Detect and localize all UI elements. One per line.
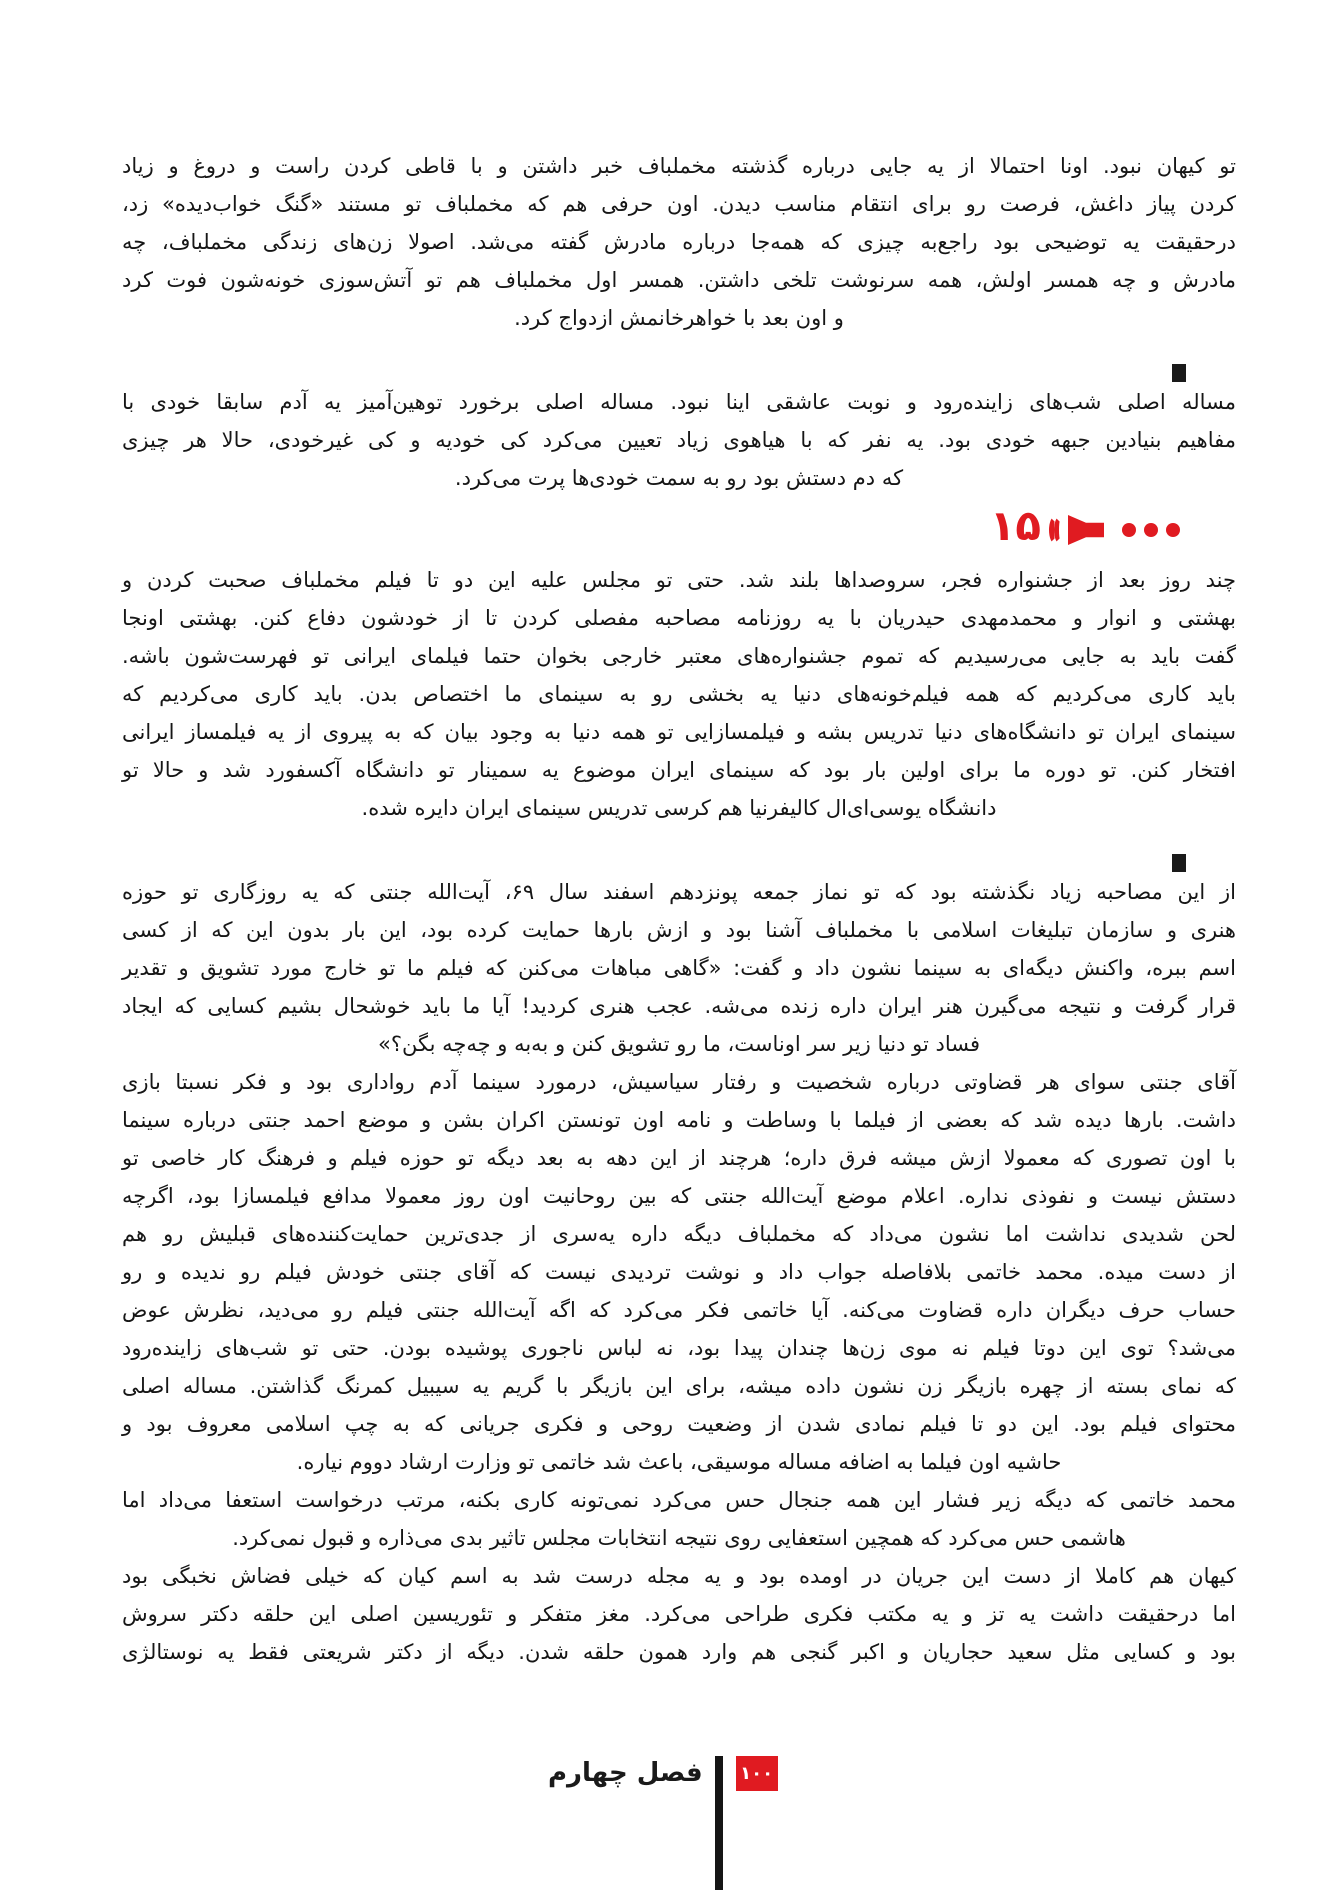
text-line: هنری و سازمان تبلیغات اسلامی با مخملباف آشنا بود و ازش بارها حمایت کرده بود، این بار بدون این که از کسی <box>122 918 1236 942</box>
paragraph-last-line: دانشگاه یوسی‌ای‌ال کالیفرنیا هم کرسی تدریس سینمای ایران دایره شده. <box>361 796 997 820</box>
text-line: گفت باید به جایی می‌رسیدیم که تموم جشنواره‌های معتبر خارجی بخوان حتما فیلمای ایرانی تو فهرست‌شون باشه. <box>122 644 1236 668</box>
paragraph-last-line: و اون بعد با خواهرخانمش ازدواج کرد. <box>514 306 844 330</box>
text-line: بود و کسایی مثل سعید حجاریان و اکبر گنجی هم وارد همون حلقه شدن. دیگه از دکتر شریعتی فقط یه نوستالژی <box>122 1640 1236 1664</box>
text-line: دستش نیست و نفوذی نداره. اعلام موضع آیت‌الله جنتی که بین روحانیت اون روز معمولا مدافع فیلمسازا بود، اگرچه <box>122 1184 1236 1208</box>
text-line: داشت. بارها دیده شد که بعضی از فیلما با وساطت و نامه اون تونستن اکران بشن و موضع احمد جنتی درباره سینما <box>122 1108 1236 1132</box>
text-line: از دست میده. محمد خاتمی بلافاصله جواب داد و نوشت تردیدی نیست که آقای جنتی خودش فیلم رو ندیده و رو <box>122 1260 1236 1284</box>
paragraph-last-line: فساد تو دنیا زیر سر اوناست، ما رو تشویق کنن و به‌به و چه‌چه بگن؟» <box>378 1032 980 1056</box>
text-line: محمد خاتمی که دیگه زیر فشار این همه جنجال حس می‌کرد نمی‌تونه کاری بکنه، مرتب درخواست استعفا می‌داد اما <box>122 1488 1236 1512</box>
text-line: چند روز بعد از جشنواره فجر، سروصداها بلند شد. حتی تو مجلس علیه این دو تا فیلم مخملباف صحبت کردن و <box>122 568 1236 592</box>
text-line: تو کیهان نبود. اونا احتمالا از یه جایی درباره گذشته مخملباف خبر داشتن و با قاطی کردن راست و دروغ و زیاد <box>122 154 1236 178</box>
ellipsis-dots-icon <box>1114 523 1180 537</box>
text-line: باید کاری می‌کردیم که همه فیلم‌خونه‌های دنیا یه بخشی رو به سینمای ما اختصاص بدن. باید کاری می‌کردیم که <box>122 682 1236 706</box>
text-line: محتوای فیلم بود. این دو تا فیلم نمادی شدن از وضعیت روحی و فکری جریانی که به چپ اسلامی معروف بود و <box>122 1412 1236 1436</box>
square-bullet-icon <box>1172 854 1186 872</box>
text-line: مساله اصلی شب‌های زاینده‌رود و نوبت عاشقی اینا نبود. مساله اصلی برخورد توهین‌آمیز یه آدم سابقا خودی با <box>122 390 1236 414</box>
text-line: سینمای ایران تو دانشگاه‌های دنیا تدریس بشه و فیلمسازایی تو همه دنیا به وجود بیان که به پیروی از یه فیلمساز ایرانی <box>122 720 1236 744</box>
speaker-icon <box>1068 515 1104 545</box>
text-line: بهشتی و انوار و محمدمهدی حیدریان با یه روزنامه مصاحبه مفصلی کردن تا از خودشون دفاع کنن. بهشتی اونجا <box>122 606 1236 630</box>
paragraph-last-line: حاشیه اون فیلما به اضافه مساله موسیقی، باعث شد خاتمی تو وزارت ارشاد دووم نیاره. <box>296 1450 1062 1474</box>
chapter-title: فصل چهارم <box>548 1758 703 1788</box>
text-line: می‌شد؟ توی این دوتا فیلم نه موی زن‌ها چندان پیدا بود، نه لباس ناجوری پوشیده بودن. حتی تو شب‌های زاینده‌رود <box>122 1336 1236 1360</box>
text-line: آقای جنتی سوای هر قضاوتی درباره شخصیت و رفتار سیاسیش، درمورد سینما آدم رواداری بود و فکر نسبتا بازی <box>122 1070 1236 1094</box>
paragraph-last-line: هاشمی حس می‌کرد که همچین استعفایی روی نتیجه انتخابات مجلس تاثیر بدی می‌ذاره و قبول نمی‌کرد. <box>232 1526 1126 1550</box>
text-line: افتخار کنن. تو دوره ما برای اولین بار بود که سینمای ایران موضوع یه سمینار تو دانشگاه آکسفورد شد و حالا تو <box>122 758 1236 782</box>
paragraph-last-line: که دم دستش بود رو به سمت خودی‌ها پرت می‌کرد. <box>454 466 904 490</box>
text-line: مفاهیم بنیادین جبهه خودی بود. یه نفر که با هیاهوی زیاد تعیین می‌کرد کی خودیه و کی غیرخودی، حالا هر چیزی <box>122 428 1236 452</box>
section-break <box>122 338 1236 384</box>
sound-waves-icon <box>1049 516 1066 544</box>
footer-divider <box>715 1756 723 1890</box>
text-line: کردن پیاز داغش، فرصت رو برای انتقام مناسب دیدن. اون حرفی هم که مخملباف تو مستند «گنگ خواب‌دیده» زد، <box>122 192 1236 216</box>
text-line: که نمای بسته از چهره بازیگر زن نشون داده میشه، برای این بازیگر با گریم یه سیبیل کمرنگ گذاشتن. مساله اصلی <box>122 1374 1236 1398</box>
text-column <box>122 148 1236 1672</box>
text-line: از این مصاحبه زیاد نگذشته بود که تو نماز جمعه پونزدهم اسفند سال ۶۹، آیت‌الله جنتی که یه روزگاری تو حوزه <box>122 880 1236 904</box>
text-line: مادرش و چه همسر اولش، همه سرنوشت تلخی داشتن. همسر اول مخملباف هم تو آتش‌سوزی خونه‌شون فوت کرد <box>122 268 1236 292</box>
text-line: لحن شدیدی نداشت اما نشون می‌داد که مخملباف دیگه داره یه‌سری از جدی‌ترین حمایت‌کننده‌های قبلیش رو هم <box>122 1222 1236 1246</box>
text-line: حساب حرف دیگران داره قضاوت می‌کنه. آیا خاتمی فکر می‌کرد که اگه آیت‌الله جنتی فیلم رو می‌دید، نظرش عوض <box>122 1298 1236 1322</box>
text-line: قرار گرفت و نتیجه می‌گیرن هنر ایران داره زنده می‌شه. عجب هنری کردید! آیا ما باید خوشحال بشیم کسایی که ایجاد <box>122 994 1236 1018</box>
page-footer <box>548 1756 778 1890</box>
text-line: با اون تصوری که معمولا ازش میشه فرق داره؛ هرچند از این دهه به بعد دیگه تو حوزه فیلم و فرهنگ کار خاصی تو <box>122 1146 1236 1170</box>
page-number-badge: ۱۰۰ <box>736 1756 778 1791</box>
text-line: کیهان هم کاملا از دست این جریان در اومده بود و یه مجله درست شد به اسم کیان که خیلی فضاش نخبگی بود <box>122 1564 1236 1588</box>
track-number: ۱۵ <box>989 501 1041 550</box>
text-line: اما درحقیقت داشت یه تز و یه مکتب فکری طراحی می‌کرد. مغز متفکر و تئوریسین اصلی این حلقه دکتر سروش <box>122 1602 1236 1626</box>
square-bullet-icon <box>1172 364 1186 382</box>
text-line: اسم ببره، واکنش دیگه‌ای به سینما نشون داد و گفت: «گاهی مباهات می‌کنن که فیلم ما تو خارج مورد تشویق و تقدیر <box>122 956 1236 980</box>
audio-track-marker <box>122 498 1236 562</box>
section-break <box>122 828 1236 874</box>
text-line: درحقیقت یه توضیحی بود راجع‌به چیزی که همه‌جا درباره مادرش گفته می‌شد. اصولا زن‌های زندگی مخملباف، چه <box>122 230 1236 254</box>
